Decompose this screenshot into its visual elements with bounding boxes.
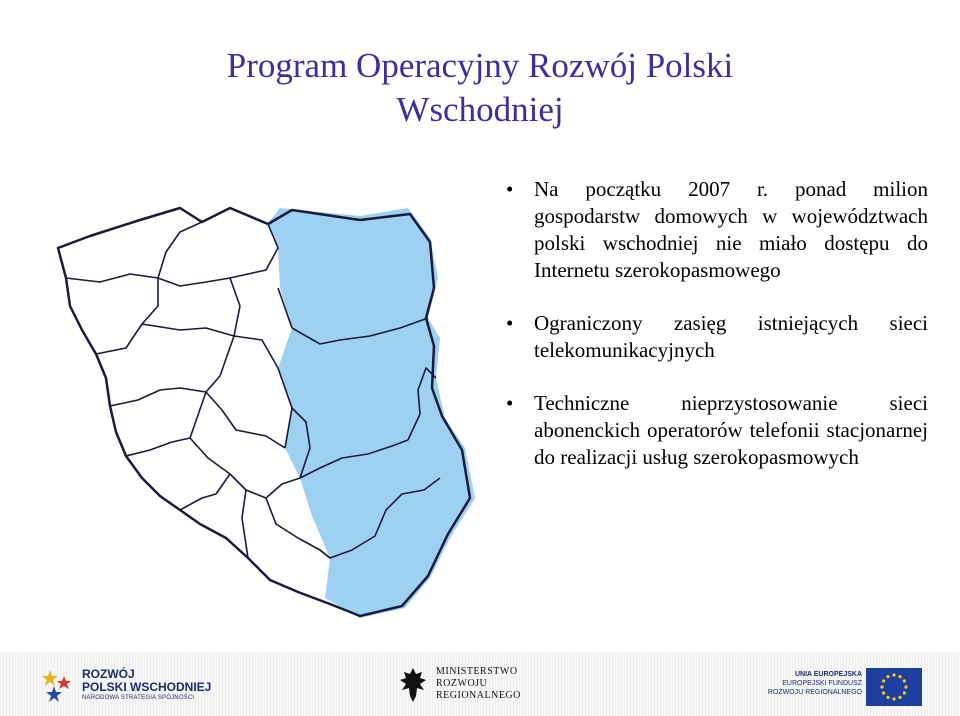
ministry-line-3: REGIONALNEGO [436,690,521,701]
eagle-emblem-icon [398,666,428,704]
bullet-item [506,310,928,364]
footer-logo-bar [0,652,960,716]
bullet-marker: • [506,311,514,335]
rpw-line-1: ROZWÓJ [82,667,135,681]
bullet-text: Ograniczony zasięg istniejących sieci telekomunikacyjnych [534,311,928,362]
rpw-line-3: NARODOWA STRATEGIA SPÓJNOŚCI [82,695,195,701]
ministry-line-2: ROZWOJU [436,678,488,689]
bullet-marker: • [506,177,514,201]
bullet-text: Techniczne nieprzystosowanie sieci abonenckich operatorów telefonii stacjonarnej do realizacji usług szerokopasmowych [534,391,928,469]
poland-map [30,178,530,638]
title-line-2: Wschodniej [396,90,564,129]
bullet-text: Na początku 2007 r. ponad milion gospodarstw domowych w województwach polski wschodniej nie miało dostępu do Internetu szerokopasmowego [534,177,928,282]
title-line-1: Program Operacyjny Rozwój Polski [226,46,734,85]
ministry-line-1: MINISTERSTWO [436,666,518,677]
eu-line-3: ROZWOJU REGIONALNEGO [767,689,862,696]
rozwoj-polski-wschodniej-logo [40,664,220,708]
eu-logo [766,664,926,708]
slide-title [0,44,960,132]
eastern-region-highlight [268,208,475,618]
bullet-item [506,176,928,284]
stars-logo-icon [40,666,76,706]
bullet-marker: • [506,391,514,415]
eu-line-1: UNIA EUROPEJSKA [794,671,862,678]
eu-line-2: EUROPEJSKI FUNDUSZ [782,680,862,687]
bullet-item [506,390,928,471]
rpw-line-2: POLSKI WSCHODNIEJ [82,680,212,694]
ministry-logo [398,662,548,708]
bullet-list [506,176,928,497]
eu-flag-icon [866,668,922,706]
